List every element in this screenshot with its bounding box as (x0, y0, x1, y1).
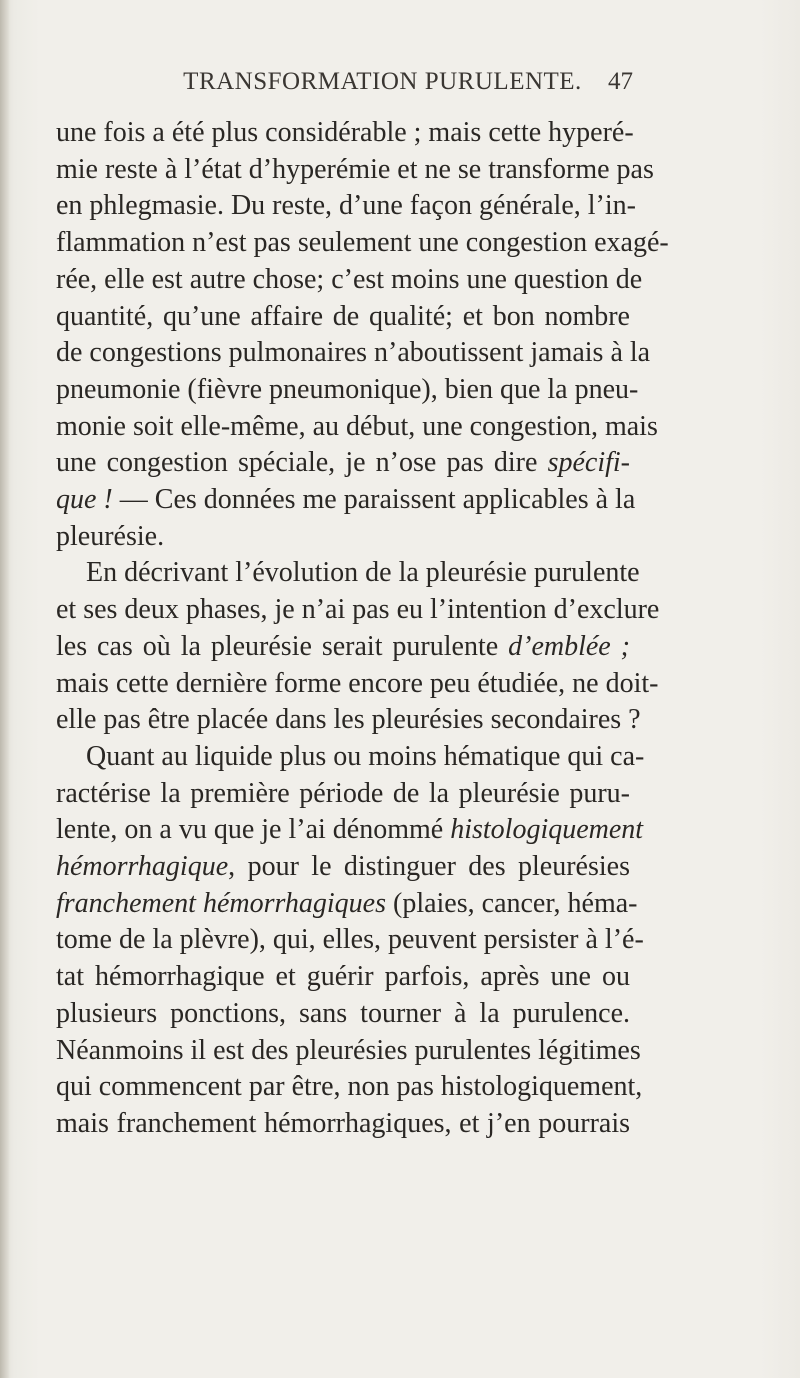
page-number: 47 (608, 68, 633, 95)
text-line (56, 592, 660, 628)
text-line (56, 776, 630, 812)
text-segment: pleurésie. (56, 521, 165, 552)
text-line (56, 666, 659, 702)
text-line (56, 1069, 643, 1105)
italic-text-segment: histologiquement (450, 814, 644, 845)
text-line (56, 849, 630, 885)
text-line (86, 739, 645, 775)
text-segment: plusieurs ponctions, sans tourner à la purulence. (56, 998, 630, 1029)
text-line (56, 188, 636, 224)
text-line (86, 555, 640, 591)
text-line (56, 886, 638, 922)
text-segment: quantité, qu’une affaire de qualité; et bon nombre (56, 301, 630, 332)
binding-gutter (0, 0, 10, 1378)
italic-text-segment: franchement hémorrhagiques (56, 888, 386, 919)
text-segment: et ses deux phases, je n’ai pas eu l’intention d’exclure (56, 594, 660, 625)
text-segment: qui commencent par être, non pas histologiquement, (56, 1071, 643, 1102)
italic-text-segment: que ! (56, 484, 113, 515)
text-segment: Quant au liquide plus ou moins hématique qui ca- (86, 741, 645, 772)
text-segment: en phlegmasie. Du reste, d’une façon générale, l’in- (56, 190, 636, 221)
text-segment: — Ces données me paraissent applicables à la (112, 484, 636, 515)
text-line (56, 409, 658, 445)
text-line (56, 1033, 641, 1069)
text-line (56, 629, 630, 665)
text-line (56, 922, 644, 958)
text-segment: elle pas être placée dans les pleurésies secondaires ? (56, 704, 641, 735)
text-line (56, 445, 630, 481)
text-line (56, 152, 654, 188)
italic-text-segment: spécifi- (547, 447, 630, 478)
text-segment: mie reste à l’état d’hyperémie et ne se transforme pas (56, 154, 654, 185)
text-line (56, 225, 669, 261)
text-segment: les cas où la pleurésie serait purulente (56, 631, 509, 662)
text-line (56, 1106, 630, 1142)
text-segment: En décrivant l’évolution de la pleurésie purulente (86, 557, 640, 588)
text-line (56, 115, 634, 151)
text-line (56, 519, 630, 555)
text-line (56, 959, 630, 995)
text-segment: de congestions pulmonaires n’aboutissent jamais à la (56, 337, 651, 368)
text-line (56, 299, 630, 335)
text-line (56, 482, 636, 518)
text-segment: une congestion spéciale, je n’ose pas dire (56, 447, 548, 478)
text-segment: monie soit elle-même, au début, une congestion, mais (56, 411, 658, 442)
text-line (56, 335, 651, 371)
running-head (0, 68, 800, 108)
italic-text-segment: hémorrhagique (56, 851, 229, 882)
text-segment: rée, elle est autre chose; c’est moins une question de (56, 264, 643, 295)
text-segment: tome de la plèvre), qui, elles, peuvent persister à l’é- (56, 924, 644, 955)
text-line (56, 996, 630, 1032)
text-segment: tat hémorrhagique et guérir parfois, après une ou (56, 961, 630, 992)
text-segment: Néanmoins il est des pleurésies purulentes légitimes (56, 1035, 641, 1066)
text-segment: pneumonie (fièvre pneumonique), bien que la pneu- (56, 374, 639, 405)
text-segment: (plaies, cancer, héma- (386, 888, 638, 919)
running-title: TRANSFORMATION PURULENTE. (183, 68, 582, 95)
text-line (56, 372, 639, 408)
text-line (56, 812, 644, 848)
text-line (56, 702, 641, 738)
text-segment: mais franchement hémorrhagiques, et j’en pourrais (56, 1108, 630, 1139)
text-segment: une fois a été plus considérable ; mais cette hyperé- (56, 117, 634, 148)
text-segment: lente, on a vu que je l’ai dénommé (56, 814, 451, 845)
text-segment: flammation n’est pas seulement une congestion exagé- (56, 227, 669, 258)
text-segment: , pour le distinguer des pleurésies (228, 851, 630, 882)
text-line (56, 262, 643, 298)
text-segment: ractérise la première période de la pleurésie puru- (56, 778, 630, 809)
text-segment: mais cette dernière forme encore peu étudiée, ne doit- (56, 668, 659, 699)
italic-text-segment: d’emblée ; (508, 631, 631, 662)
